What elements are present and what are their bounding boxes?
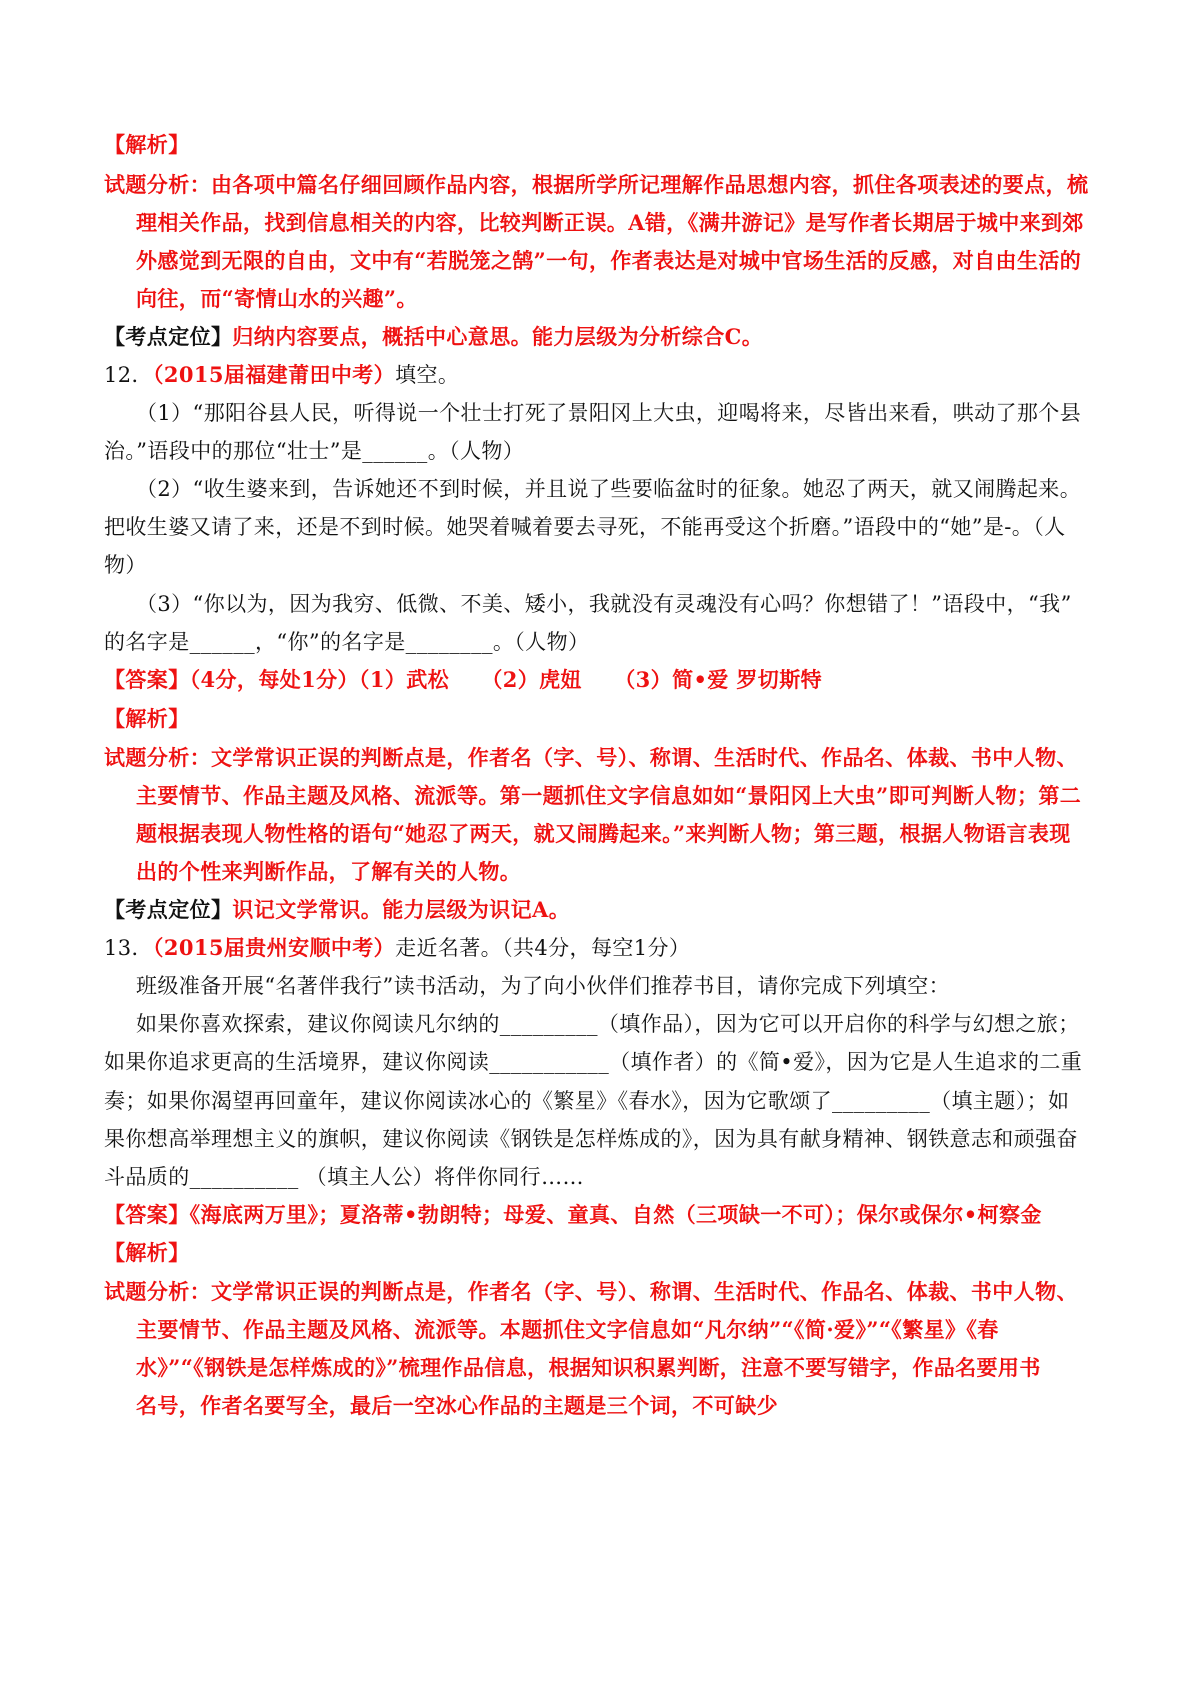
question-body-line: 如果你追求更高的生活境界，建议你阅读___________（填作者）的《简•爱》，因为它是人生追求的二重 bbox=[104, 1050, 1083, 1074]
question-body-line: 班级准备开展“名著伴我行”读书活动，为了向小伙伴们推荐书目，请你完成下列填空： bbox=[136, 974, 951, 998]
question-number: 13． bbox=[104, 936, 153, 960]
question-item: 的名字是______，“你”的名字是________。（人物） bbox=[104, 630, 590, 654]
question-body-line: 如果你喜欢探索，建议你阅读凡尔纳的_________（填作品），因为它可以开启你的科学与幻想之旅； bbox=[136, 1012, 1080, 1036]
analysis-line: 向往，而“寄情山水的兴趣”。 bbox=[136, 286, 418, 311]
answer-text: （4分，每处1分）（1）武松 （2）虎妞 （3）简•爱 罗切斯特 bbox=[189, 667, 822, 692]
analysis-line: 理相关作品，找到信息相关的内容，比较判断正误。A错，《满井游记》是写作者长期居于城中来到郊 bbox=[136, 210, 1084, 235]
question-item: （1）“那阳谷县人民，听得说一个壮士打死了景阳冈上大虫，迎喝将来，尽皆出来看，哄动了那个县 bbox=[136, 401, 1082, 425]
analysis-line: 主要情节、作品主题及风格、流派等。第一题抓住文字信息如如“景阳冈上大虫”即可判断人物；第二 bbox=[136, 783, 1082, 808]
analysis-line: 出的个性来判断作品，了解有关的人物。 bbox=[136, 859, 522, 884]
key-point bbox=[104, 896, 570, 924]
analysis-line: 外感觉到无限的自由，文中有“若脱笼之鹄”一句，作者表达是对城中官场生活的反感，对自由生活的 bbox=[136, 248, 1082, 273]
answer-label: 【答案】 bbox=[104, 667, 190, 692]
key-point-label: 【考点定位】 bbox=[104, 324, 233, 349]
analysis-line: 题根据表现人物性格的语句“她忍了两天，就又闹腾起来。”来判断人物；第三题，根据人物语言表现 bbox=[136, 821, 1071, 846]
question-item: 物） bbox=[104, 553, 147, 577]
key-point bbox=[104, 323, 763, 351]
analysis-line: 试题分析：文学常识正误的判断点是，作者名（字、号）、称谓、生活时代、作品名、体裁、书中人物、 bbox=[104, 745, 1078, 770]
jiexi-heading: 【解析】 bbox=[104, 1240, 190, 1265]
answer-label: 【答案】 bbox=[104, 1202, 190, 1227]
analysis-line: 试题分析：文学常识正误的判断点是，作者名（字、号）、称谓、生活时代、作品名、体裁、书中人物、 bbox=[104, 1279, 1078, 1304]
key-point-label: 【考点定位】 bbox=[104, 897, 233, 922]
analysis-line: 名号，作者名要写全，最后一空冰心作品的主题是三个词，不可缺少 bbox=[136, 1393, 778, 1418]
question-source: （2015届贵州安顺中考） bbox=[152, 935, 396, 960]
answer-text: 《海底两万里》；夏洛蒂•勃朗特；母爱、童真、自然（三项缺一不可）；保尔或保尔•柯察金 bbox=[189, 1202, 1042, 1227]
question-source: （2015届福建莆田中考） bbox=[152, 362, 396, 387]
question-item: 把收生婆又请了来，还是不到时候。她哭着喊着要去寻死，不能再受这个折磨。”语段中的“她”是-。（人 bbox=[104, 515, 1066, 539]
key-point-text: 识记文学常识。能力层级为识记A。 bbox=[232, 897, 571, 922]
question-body-line: 奏；如果你渴望再回童年，建议你阅读冰心的《繁星》《春水》，因为它歌颂了_________（填主题）；如 bbox=[104, 1089, 1070, 1113]
question-item: （2）“收生婆来到，告诉她还不到时候，并且说了些要临盆时的征象。她忍了两天，就又闹腾起来。 bbox=[136, 477, 1082, 501]
question-13-header bbox=[104, 934, 690, 962]
jiexi-heading: 【解析】 bbox=[104, 132, 190, 157]
jiexi-heading: 【解析】 bbox=[104, 706, 190, 731]
question-12-header bbox=[104, 361, 459, 389]
question-item: 治。”语段中的那位“壮士”是______。（人物） bbox=[104, 439, 525, 463]
question-body-line: 斗品质的__________ （填主人公）将伴你同行…… bbox=[104, 1165, 584, 1189]
question-item: （3）“你以为，因为我穷、低微、不美、矮小，我就没有灵魂没有心吗？你想错了！”语段中，“我” bbox=[136, 592, 1072, 616]
analysis-line: 试题分析：由各项中篇名仔细回顾作品内容，根据所学所记理解作品思想内容，抓住各项表述的要点，梳 bbox=[104, 172, 1089, 197]
key-point-text: 归纳内容要点，概括中心意思。能力层级为分析综合C。 bbox=[232, 324, 764, 349]
question-task: 走近名著。（共4分，每空1分） bbox=[395, 936, 691, 960]
answer bbox=[104, 1201, 1042, 1229]
question-body-line: 果你想高举理想主义的旗帜，建议你阅读《钢铁是怎样炼成的》，因为具有献身精神、钢铁意志和顽强奋 bbox=[104, 1127, 1078, 1151]
question-number: 12． bbox=[104, 363, 153, 387]
question-task: 填空。 bbox=[395, 363, 460, 387]
analysis-line: 水》”“《钢铁是怎样炼成的》”梳理作品信息，根据知识积累判断，注意不要写错字，作品名要用书 bbox=[136, 1355, 1041, 1380]
answer bbox=[104, 666, 822, 694]
analysis-line: 主要情节、作品主题及风格、流派等。本题抓住文字信息如“凡尔纳”“《简·爱》”“《繁星》《春 bbox=[136, 1317, 999, 1342]
